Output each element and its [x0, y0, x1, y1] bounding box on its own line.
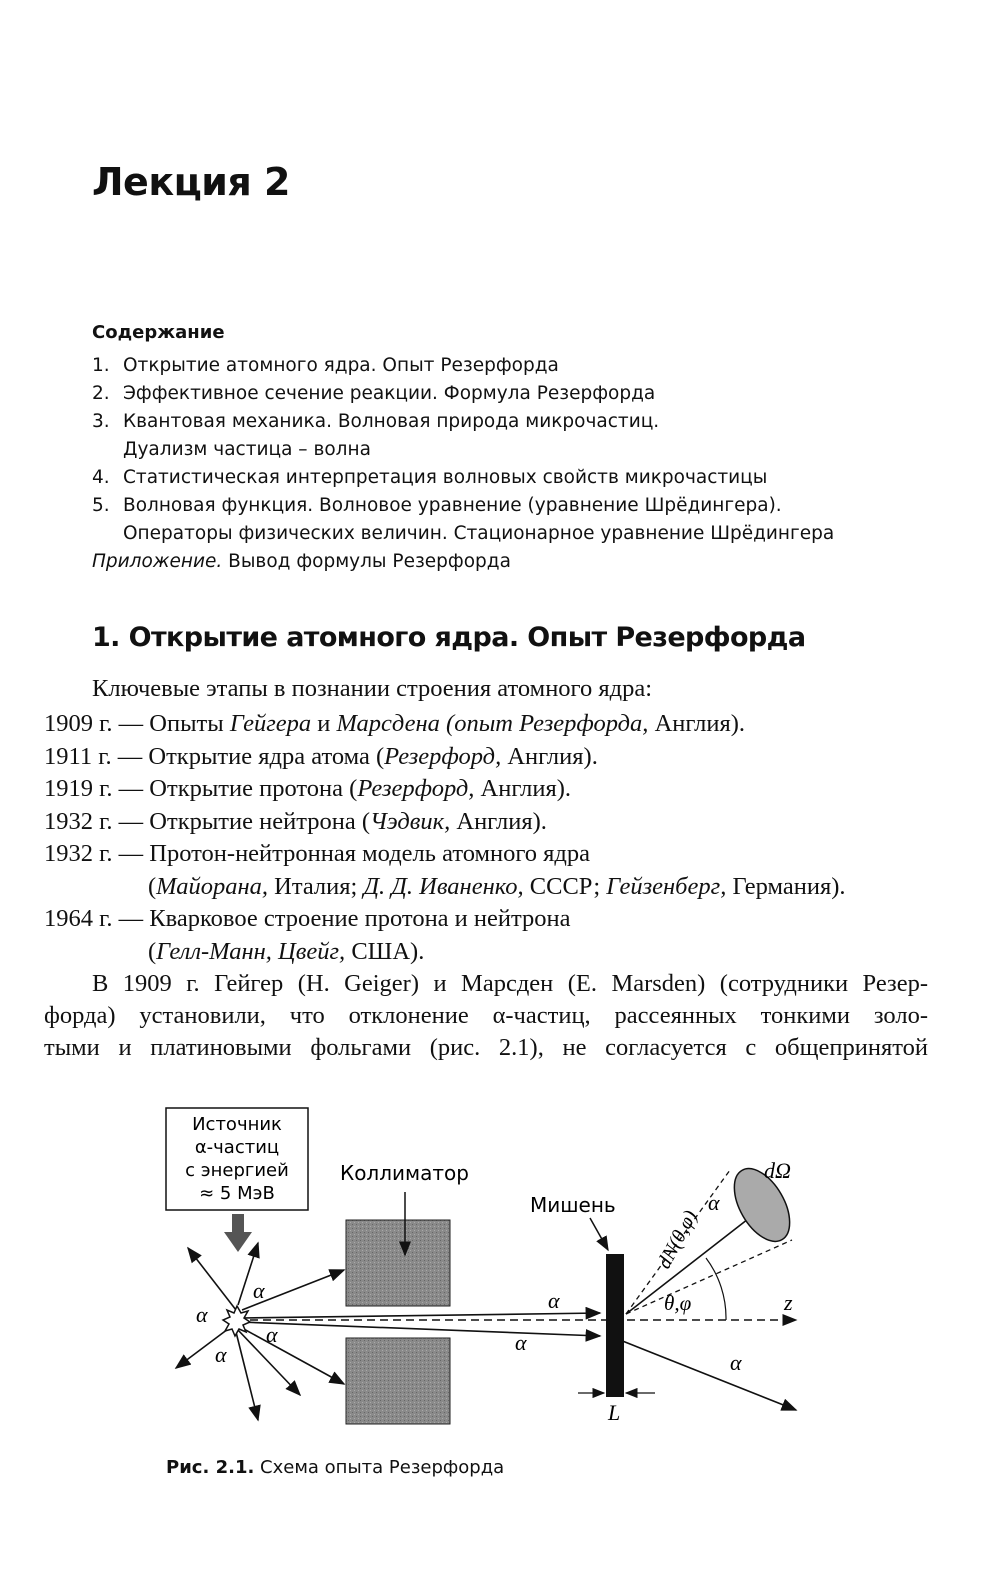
source-label-2: α-частиц [194, 1137, 280, 1158]
alpha-label: α [548, 1288, 560, 1313]
L-label: L [608, 1400, 621, 1425]
timeline-text-part: Опыты [143, 710, 230, 737]
contents-heading: Содержание [92, 322, 225, 343]
toc-item-number: 4. [92, 467, 110, 488]
paragraph-line: тыми и платиновыми фольгами (рис. 2.1), не согласуется с общепринятой [44, 1034, 928, 1061]
timeline-year: 1919 г. — [44, 775, 144, 802]
timeline-text-part: США). [345, 937, 425, 965]
timeline-text-part: и [311, 710, 337, 737]
timeline-year: 1909 г. — [44, 710, 144, 737]
rutherford-experiment-figure [0, 1090, 1000, 1460]
timeline-text-part: Открытие нейтрона ( [143, 807, 371, 835]
source-label-3: с энергией [185, 1160, 289, 1181]
toc-item-number: 1. [92, 355, 110, 376]
toc-item [92, 383, 655, 404]
timeline-text-part: Марсдена (опыт Резерфорда, [336, 710, 649, 737]
toc-item [92, 355, 559, 376]
alpha-label: α [253, 1278, 265, 1303]
alpha-label: α [215, 1342, 227, 1367]
toc-item-number: 3. [92, 411, 110, 432]
timeline-text-part: СССР; [523, 872, 607, 900]
timeline-text-part: Открытие протона ( [143, 775, 358, 802]
timeline-text-part: Италия; [268, 872, 364, 900]
target-label: Мишень [530, 1193, 616, 1217]
timeline-continuation [148, 938, 424, 966]
toc-item [92, 411, 659, 432]
angle-label: θ,φ [664, 1291, 692, 1315]
toc-item-text: Открытие атомного ядра. Опыт Резерфорда [123, 355, 559, 376]
timeline-year: 1932 г. — [44, 840, 144, 867]
timeline-entry [44, 775, 571, 803]
source-label-4: ≈ 5 МэВ [199, 1183, 275, 1204]
timeline-text-part: Открытие ядра атома ( [142, 742, 385, 770]
target-foil [606, 1254, 624, 1397]
alpha-label: α [515, 1330, 527, 1355]
figure-caption [166, 1457, 504, 1478]
timeline-entry [44, 710, 745, 738]
source-star-icon [223, 1306, 250, 1336]
timeline-text-part: Англия). [648, 710, 746, 737]
timeline-text-part: ( [148, 872, 157, 900]
timeline-year: 1964 г. — [44, 905, 144, 932]
dN-label: dN(θ,φ) [652, 1206, 702, 1273]
toc-item-text: Волновая функция. Волновое уравнение (уравнение Шрёдингера). [123, 495, 782, 516]
toc-appendix [92, 551, 511, 572]
caption-text: Схема опыта Резерфорда [254, 1457, 505, 1478]
timeline-entry [44, 905, 571, 933]
timeline-text-part: Кварковое строение протона и нейтрона [143, 905, 571, 932]
dOmega-label: dΩ [764, 1158, 791, 1183]
z-label: z [784, 1290, 793, 1315]
timeline-entry [44, 808, 547, 836]
collimator-top [346, 1220, 450, 1306]
timeline-text-part: Резерфорд, [384, 742, 502, 770]
alpha-label: α [266, 1322, 278, 1347]
timeline-entry [44, 743, 598, 771]
caption-label: Рис. 2.1. [166, 1457, 255, 1478]
timeline-text-part: Протон-нейтронная модель атомного ядра [143, 840, 591, 867]
timeline-text-part: Англия). [474, 775, 572, 802]
timeline-text-part: Гейзенберг, [606, 872, 727, 900]
timeline-continuation [148, 873, 846, 901]
timeline-text-part: Резерфорд, [357, 775, 475, 802]
alpha-rays [176, 1205, 796, 1420]
timeline-text-part: Д. Д. Иваненко, [363, 872, 524, 900]
toc-item-continuation: Дуализм частица – волна [123, 439, 371, 460]
alpha-label: α [730, 1350, 742, 1375]
toc-item-text: Квантовая механика. Волновая природа микрочастиц. [123, 411, 660, 432]
section-intro: Ключевые этапы в познании строения атомного ядра: [92, 675, 653, 702]
timeline-text-part: ( [148, 937, 157, 965]
appendix-text: Вывод формулы Резерфорда [222, 551, 511, 572]
appendix-label: Приложение. [92, 551, 223, 572]
collimator-bottom [346, 1338, 450, 1424]
timeline-text-part: Гейгера [229, 710, 312, 737]
toc-item-number: 2. [92, 383, 110, 404]
paragraph-line: форда) установили, что отклонение α-частиц, рассеянных тонкими золо- [44, 1002, 928, 1029]
timeline-year: 1932 г. — [44, 807, 144, 835]
lecture-title: Лекция 2 [92, 160, 290, 204]
toc-item-text: Эффективное сечение реакции. Формула Резерфорда [123, 383, 656, 404]
toc-item-text: Статистическая интерпретация волновых свойств микрочастицы [123, 467, 768, 488]
timeline-text-part: Майорана, [156, 872, 269, 900]
timeline-text-part: Гелл-Манн, Цвейг, [156, 937, 346, 965]
timeline-text-part: Англия). [450, 807, 547, 835]
alpha-label: α [196, 1302, 208, 1327]
toc-item-continuation: Операторы физических величин. Стационарное уравнение Шрёдингера [123, 523, 835, 544]
timeline-entry [44, 840, 590, 868]
alpha-label: α [708, 1190, 720, 1215]
section-heading: 1. Открытие атомного ядра. Опыт Резерфорда [92, 622, 806, 653]
source-label-1: Источник [192, 1114, 282, 1135]
toc-item [92, 467, 767, 488]
paragraph-line: В 1909 г. Гейгер (H. Geiger) и Марсден (E. Marsden) (сотрудники Резер- [92, 970, 928, 997]
source-arrow-icon [224, 1214, 252, 1252]
toc-item-number: 5. [92, 495, 110, 516]
timeline-text-part: Англия). [501, 742, 598, 770]
collimator-label: Коллиматор [340, 1161, 469, 1185]
timeline-text-part: Чэдвик, [370, 807, 451, 835]
timeline-text-part: Германия). [726, 872, 846, 900]
toc-item [92, 495, 782, 516]
timeline-year: 1911 г. — [44, 742, 143, 770]
